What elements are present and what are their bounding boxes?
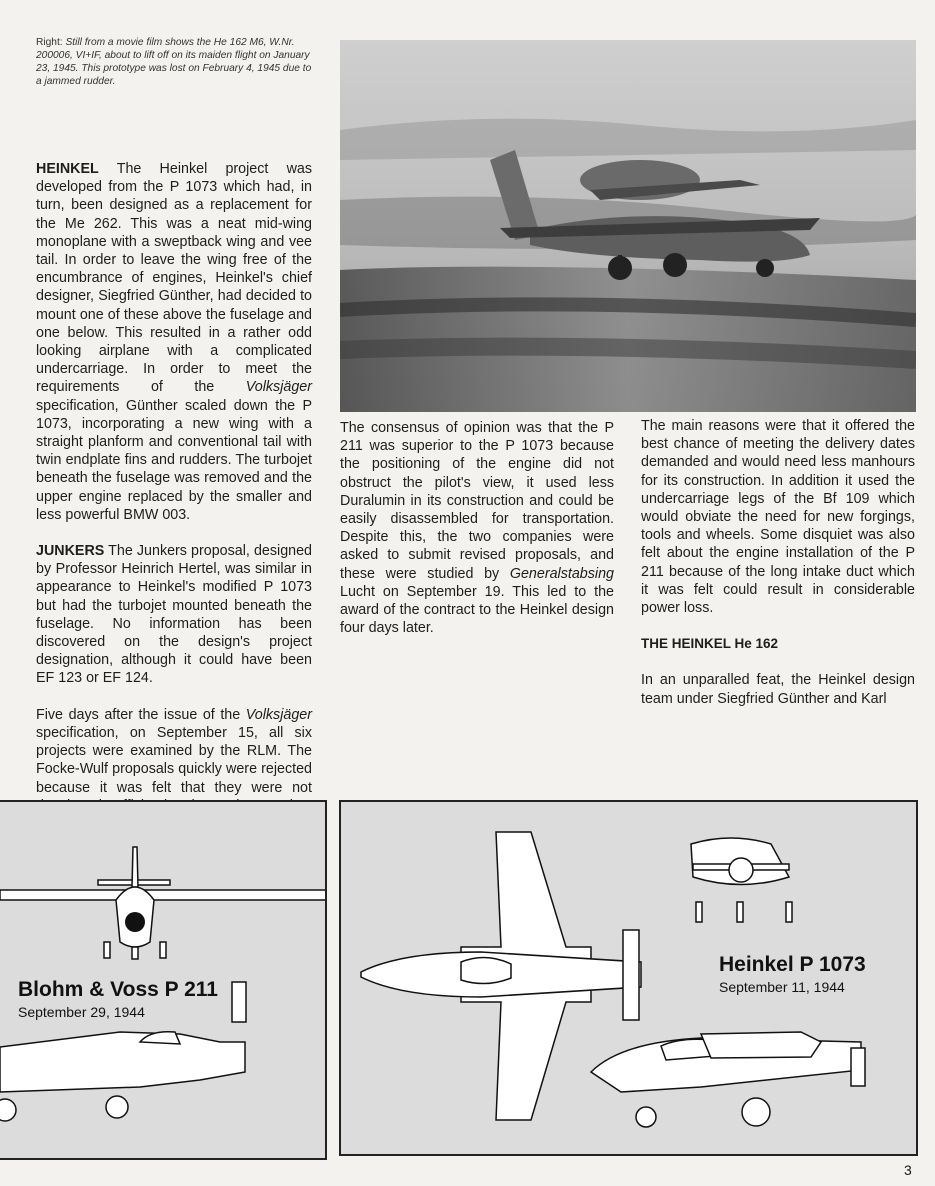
photo-caption	[36, 36, 314, 88]
bv-plate-title: Blohm & Voss P 211	[18, 978, 218, 1001]
he-plate-date: September 11, 1944	[719, 979, 845, 995]
heinkel-paragraph: HEINKEL The Heinkel project was developed from the P 1073 which had, in turn, been designed as a replacement for the Me 262. This was a neat mid-wing monoplane with a sweptback wing and vee tail. In order to leave the wing free of the encumbrance of engines, Heinkel's chief designer, Siegfried Günther, had decided to mount one of these above the fuselage and one below. This resulted in a rather odd looking airplane with a complicated undercarriage. In order to meet the requirements of the Volksjäger specification, Günther scaled down the P 1073, incorporating a new wing with a straight planform and conventional tail with twin endplate fins and rudders. The turbojet beneath the fuselage was removed and the upper engine replaced by the smaller and less powerful BMW 003.	[36, 161, 312, 523]
caption-lead: Right:	[36, 37, 63, 48]
heinkel-plate	[339, 800, 918, 1156]
blohm-voss-plate	[0, 800, 327, 1160]
he162-photo	[340, 40, 916, 412]
text-column-2	[340, 419, 614, 637]
page-number: 3	[904, 1162, 912, 1178]
heinkel-heading: HEINKEL	[36, 161, 99, 177]
he162-paragraph: In an unparalled feat, the Heinkel design team under Siegfried Günther and Karl	[641, 672, 915, 707]
consensus-paragraph: The consensus of opinion was that the P 211 was superior to the P 1073 because the positioning of the engine did not obstruct the pilot's view, it used less Duralumin in its construction and could be easily disassembled for transportation. Despite this, the two companies were asked to submit revised proposals, and these were studied by Generalstabsing Lucht on September 19. This led to the award of the contract to the Heinkel design four days later.	[340, 420, 614, 637]
five-days-paragraph: Five days after the issue of the Volksjäger specification, on September 15, all six projects were examined by the RLM. The Focke-Wulf proposals quickly were rejected because it was felt that they were not	[36, 706, 312, 796]
caption-text: Still from a movie film shows the He 162 M6, W.Nr. 200006, VI+IF, about to lift off on its maiden flight on January 23, 1945. This prototype was lost on February 4, 1945 due to a jammed rudder.	[36, 37, 312, 87]
bv-plate-date: September 29, 1944	[18, 1004, 145, 1020]
he-plate-title: Heinkel P 1073	[719, 953, 866, 976]
heinkel-drawing	[341, 802, 916, 1154]
junkers-heading: JUNKERS	[36, 543, 105, 560]
reasons-paragraph: The main reasons were that it offered the best chance of meeting the delivery dates demanded and would need less manhours for its construction. In addition it used the undercarriage legs of the Bf 109 which would obviate the need for new forgings, tools and wheels. Some disquiet was also felt about the engine installation of the P 211 because of the long intake duct which it was felt could result in considerable power loss.	[641, 418, 915, 617]
photo-image	[340, 40, 916, 412]
he162-heading: THE HEINKEL He 162	[641, 636, 779, 652]
text-column-3	[641, 417, 915, 708]
junkers-paragraph: JUNKERS The Junkers proposal, designed by Professor Heinrich Hertel, was similar in appearance to Heinkel's modified P 1073 but had the turbojet mounted beneath the fuselage. No information has been discovered on the design's project designation, although it could have been EF 123 or EF 124.	[36, 543, 312, 687]
